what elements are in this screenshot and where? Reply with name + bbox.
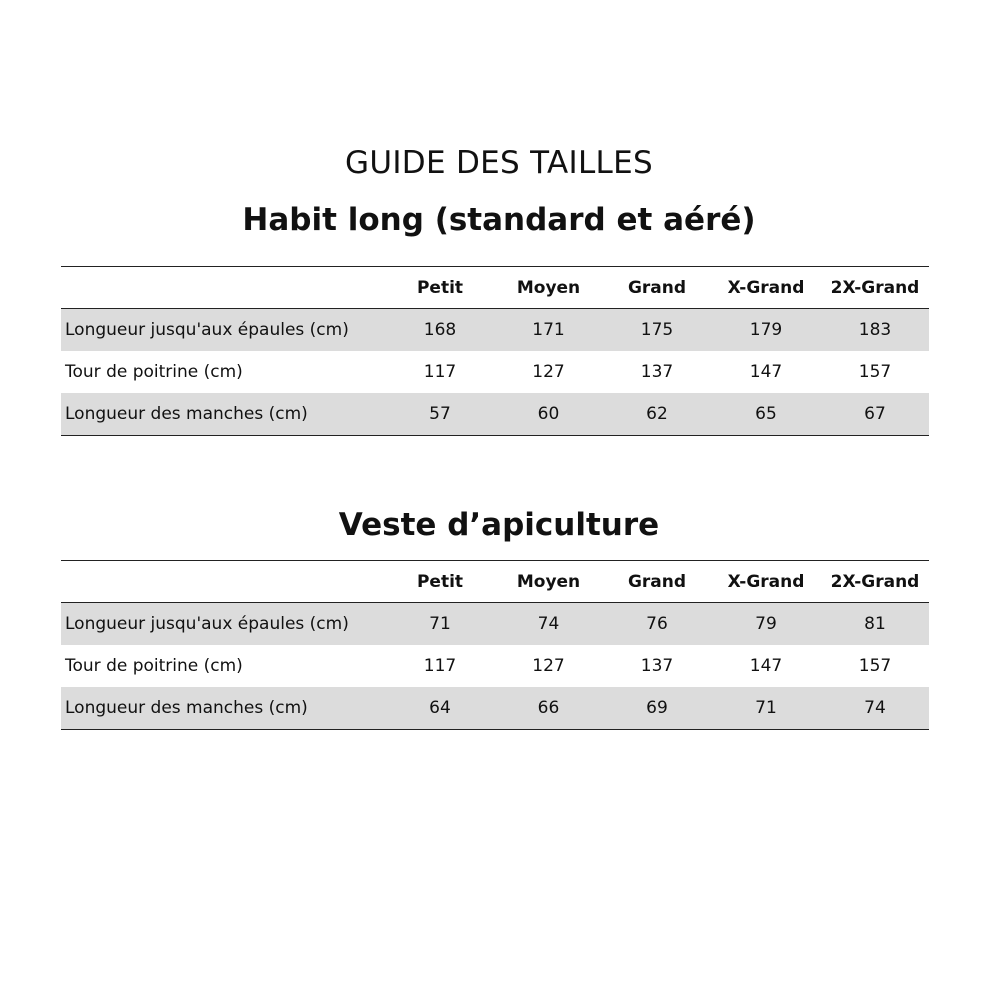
table-cell: 74 xyxy=(864,698,886,718)
table-cell: 147 xyxy=(749,362,783,382)
table-cell: 127 xyxy=(532,362,565,382)
table-cell: 64 xyxy=(429,698,451,718)
table-cell: 117 xyxy=(423,362,457,382)
table-cell: 127 xyxy=(532,656,565,676)
table-cell: 57 xyxy=(429,404,451,424)
header-moyen: Moyen xyxy=(516,571,581,592)
row-label: Tour de poitrine (cm) xyxy=(65,362,243,382)
table-row xyxy=(61,687,929,730)
section-title-habit-long: Habit long (standard et aéré) xyxy=(242,202,756,238)
table-cell: 137 xyxy=(640,362,674,382)
row-label: Tour de poitrine (cm) xyxy=(65,656,243,676)
table-cell: 71 xyxy=(755,698,777,718)
size-table-veste-apiculture xyxy=(61,560,929,730)
row-label: Longueur jusqu'aux épaules (cm) xyxy=(65,320,349,340)
table-row xyxy=(61,351,929,393)
table-header-row xyxy=(61,267,929,309)
table-row xyxy=(61,603,929,646)
table-cell: 157 xyxy=(858,362,892,382)
table-cell: 66 xyxy=(537,698,560,718)
row-label: Longueur des manches (cm) xyxy=(65,404,308,424)
header-x-grand: X-Grand xyxy=(727,277,805,298)
table-cell: 137 xyxy=(640,656,674,676)
table-header-row xyxy=(61,561,929,603)
table-cell: 71 xyxy=(429,614,451,634)
size-table-habit-long xyxy=(61,266,929,436)
table-cell: 74 xyxy=(537,614,560,634)
table-cell: 171 xyxy=(532,320,565,340)
header-empty-cell xyxy=(61,561,386,603)
table-cell: 157 xyxy=(858,656,892,676)
table-row xyxy=(61,309,929,352)
page-title: GUIDE DES TAILLES xyxy=(345,145,653,181)
table-cell: 168 xyxy=(423,320,457,340)
table-cell: 81 xyxy=(864,614,886,634)
table-row xyxy=(61,645,929,687)
table-cell: 67 xyxy=(864,404,886,424)
table-cell: 60 xyxy=(537,404,560,424)
header-2x-grand: 2X-Grand xyxy=(830,571,920,592)
row-label: Longueur des manches (cm) xyxy=(65,698,308,718)
table-cell: 175 xyxy=(640,320,674,340)
header-grand: Grand xyxy=(627,571,687,592)
header-empty-cell xyxy=(61,267,386,309)
table-cell: 183 xyxy=(858,320,892,340)
table-cell: 62 xyxy=(646,404,668,424)
table-row xyxy=(61,393,929,436)
table-cell: 117 xyxy=(423,656,457,676)
table-cell: 147 xyxy=(749,656,783,676)
header-2x-grand: 2X-Grand xyxy=(830,277,920,298)
table-cell: 79 xyxy=(755,614,777,634)
row-label: Longueur jusqu'aux épaules (cm) xyxy=(65,614,349,634)
table-cell: 69 xyxy=(646,698,668,718)
table-cell: 65 xyxy=(755,404,777,424)
table-cell: 76 xyxy=(646,614,668,634)
header-x-grand: X-Grand xyxy=(727,571,805,592)
header-grand: Grand xyxy=(627,277,687,298)
header-petit: Petit xyxy=(416,277,464,298)
header-moyen: Moyen xyxy=(516,277,581,298)
section-title-veste-apiculture: Veste d’apiculture xyxy=(338,507,660,543)
table-cell: 179 xyxy=(749,320,783,340)
header-petit: Petit xyxy=(416,571,464,592)
